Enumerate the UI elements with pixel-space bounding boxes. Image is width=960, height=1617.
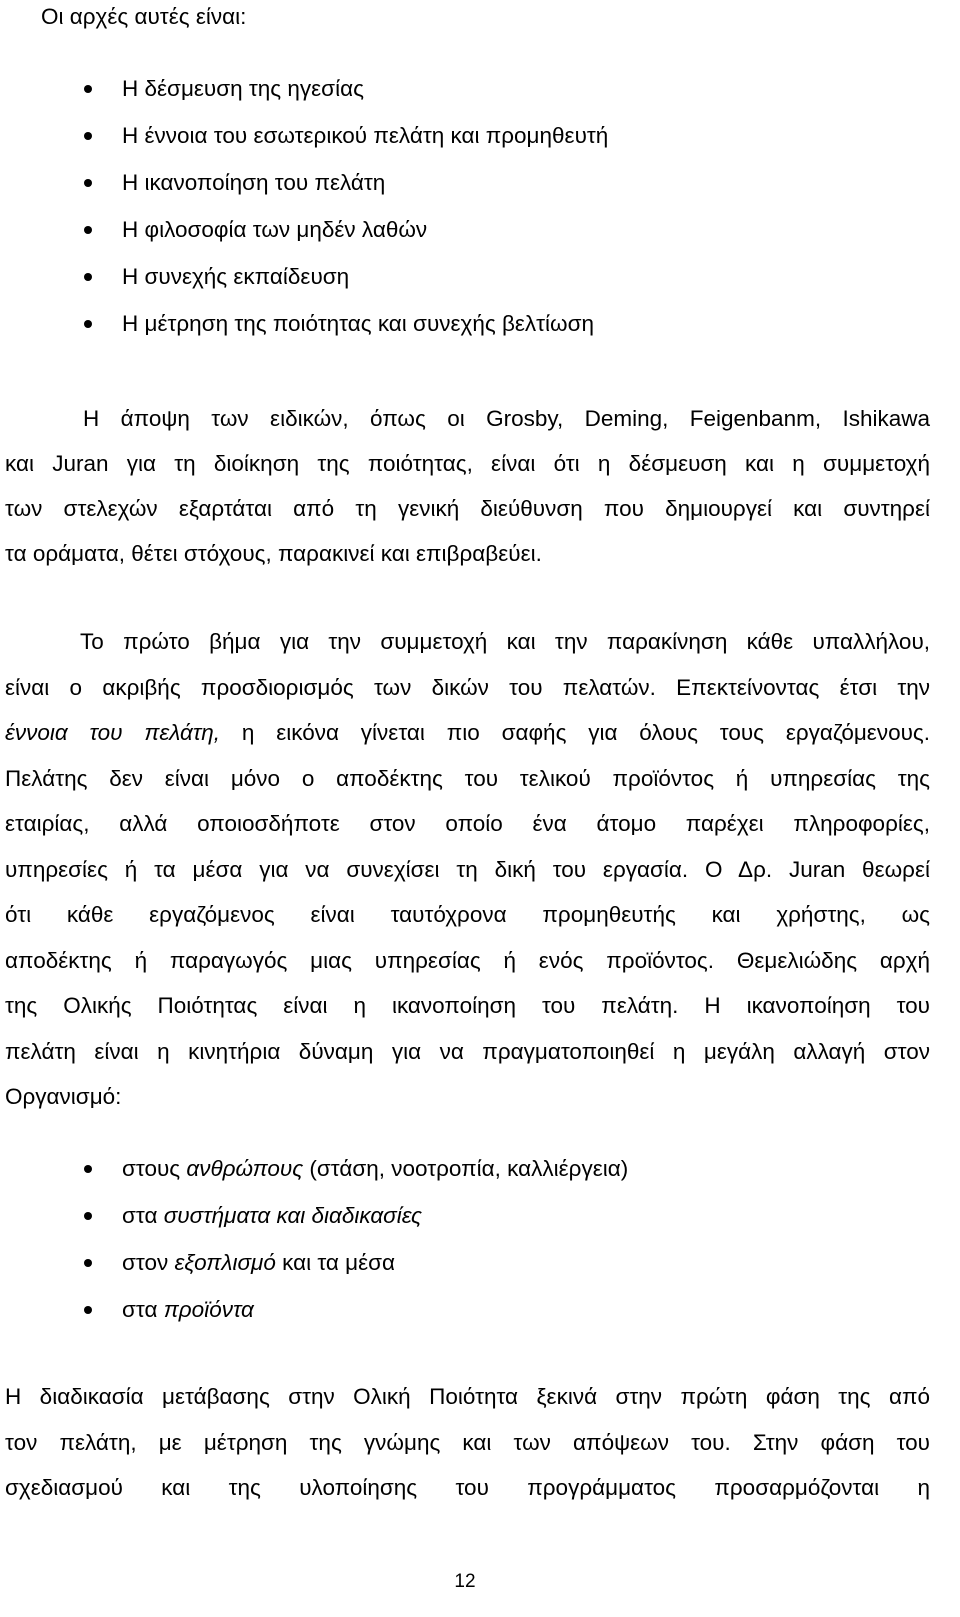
- list-item: Η συνεχής εκπαίδευση: [0, 253, 960, 300]
- principles-list: [0, 65, 960, 347]
- bullet-icon: [84, 1212, 92, 1220]
- intro-text: Οι αρχές αυτές είναι:: [41, 4, 247, 29]
- paragraph-line: τα οράματα, θέτει στόχους, παρακινεί και επιβραβεύει.: [5, 541, 542, 566]
- paragraph-line: εταιρίας, αλλά οποιοσδήποτε στον οποίο ένα άτομο παρέχει πληροφορίες,: [5, 811, 930, 836]
- bullet-icon: [84, 1165, 92, 1173]
- list-item: Η έννοια του εσωτερικού πελάτη και προμηθευτή: [0, 112, 960, 159]
- paragraph-line: Η άποψη των ειδικών, όπως οι Grosby, Deming, Feigenbanm, Ishikawa: [83, 406, 930, 431]
- paragraph-transition: [5, 1374, 930, 1511]
- change-areas-list: [0, 1145, 960, 1333]
- paragraph-line: σχεδιασμού και της υλοποίησης του προγράμματος προσαρμόζονται η: [5, 1475, 930, 1500]
- paragraph-line: Η διαδικασία μετάβασης στην Ολική Ποιότητα ξεκινά στην πρώτη φάση της από: [5, 1384, 930, 1409]
- list-item: στους ανθρώπους (στάση, νοοτροπία, καλλιέργεια): [0, 1145, 960, 1192]
- list-item: στα προϊόντα: [0, 1286, 960, 1333]
- emphasis-text: συστήματα και διαδικασίες: [163, 1203, 422, 1228]
- list-item: Η μέτρηση της ποιότητας και συνεχής βελτίωση: [0, 300, 960, 347]
- paragraph-experts: [5, 396, 930, 576]
- paragraph-line: έννοια του πελάτη, η εικόνα γίνεται πιο σαφής για όλους τους εργαζόμενους.: [5, 720, 930, 745]
- paragraph-line: Το πρώτο βήμα για την συμμετοχή και την παρακίνηση κάθε υπαλλήλου,: [80, 629, 930, 654]
- paragraph-line: υπηρεσίες ή τα μέσα για να συνεχίσει τη δική του εργασία. Ο Δρ. Juran θεωρεί: [5, 856, 930, 882]
- list-item: Η φιλοσοφία των μηδέν λαθών: [0, 206, 960, 253]
- paragraph-line: Πελάτης δεν είναι μόνο ο αποδέκτης του τελικού προϊόντος ή υπηρεσίας της: [5, 765, 930, 791]
- list-item: στα συστήματα και διαδικασίες: [0, 1192, 960, 1239]
- bullet-icon: [84, 85, 92, 93]
- emphasis-text: εξοπλισμό: [174, 1250, 276, 1275]
- bullet-icon: [84, 132, 92, 140]
- bullet-icon: [84, 1259, 92, 1267]
- paragraph-line: της Ολικής Ποιότητας είναι η ικανοποίηση του πελάτη. Η ικανοποίηση του: [5, 993, 930, 1018]
- list-item: Η δέσμευση της ηγεσίας: [0, 65, 960, 112]
- page-number: 12: [454, 1571, 476, 1592]
- paragraph-customer: [5, 619, 930, 1120]
- bullet-icon: [84, 1306, 92, 1314]
- emphasis-text: ανθρώπους: [186, 1156, 304, 1181]
- bullet-icon: [84, 226, 92, 234]
- paragraph-line: τον πελάτη, με μέτρηση της γνώμης και των απόψεων του. Στην φάση του: [5, 1429, 930, 1455]
- list-item: στον εξοπλισμό και τα μέσα: [0, 1239, 960, 1286]
- emphasis-text: έννοια του πελάτη,: [5, 720, 221, 745]
- paragraph-line: και Juran για τη διοίκηση της ποιότητας, είναι ότι η δέσμευση και η συμμετοχή: [5, 451, 930, 476]
- paragraph-line: ότι κάθε εργαζόμενος είναι ταυτόχρονα προμηθευτής και χρήστης, ως: [5, 902, 930, 927]
- paragraph-line: αποδέκτης ή παραγωγός μιας υπηρεσίας ή ενός προϊόντος. Θεμελιώδης αρχή: [5, 947, 930, 973]
- bullet-icon: [84, 179, 92, 187]
- paragraph-line: είναι ο ακριβής προσδιορισμός των δικών του πελατών. Επεκτείνοντας έτσι την: [5, 674, 930, 700]
- paragraph-line: Οργανισμό:: [5, 1084, 122, 1109]
- list-item: Η ικανοποίηση του πελάτη: [0, 159, 960, 206]
- bullet-icon: [84, 273, 92, 281]
- emphasis-text: προϊόντα: [163, 1297, 254, 1322]
- bullet-icon: [84, 320, 92, 328]
- paragraph-line: των στελεχών εξαρτάται από τη γενική διεύθυνση που δημιουργεί και συντηρεί: [5, 496, 930, 521]
- paragraph-line: πελάτη είναι η κινητήρια δύναμη για να πραγματοποιηθεί η μεγάλη αλλαγή στον: [5, 1038, 930, 1064]
